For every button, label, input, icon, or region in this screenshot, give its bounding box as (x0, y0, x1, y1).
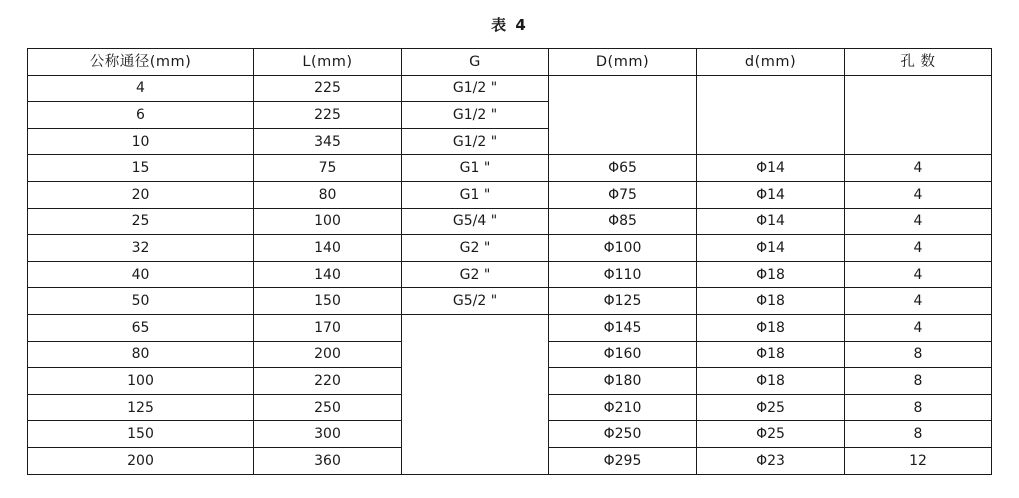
cell-bolt-hole-diameter: Φ14 (697, 235, 845, 262)
cell-nominal-diameter: 125 (28, 394, 254, 421)
cell-hole-count: 12 (845, 447, 992, 474)
cell-nominal-diameter: 4 (28, 75, 254, 102)
cell-length: 140 (254, 261, 402, 288)
cell-thread: G5/2 " (402, 288, 549, 315)
cell-thread: G2 " (402, 261, 549, 288)
cell-length: 225 (254, 102, 402, 129)
table-title: 表 4 (491, 16, 528, 34)
cell-flange-diameter: Φ65 (549, 155, 697, 182)
cell-flange-diameter: Φ295 (549, 447, 697, 474)
cell-bolt-hole-diameter: Φ14 (697, 181, 845, 208)
cell-hole-count: 8 (845, 394, 992, 421)
cell-hole-count: 8 (845, 421, 992, 448)
cell-bolt-hole-diameter: Φ25 (697, 394, 845, 421)
cell-thread: G1/2 " (402, 102, 549, 129)
header-length: L(mm) (254, 49, 402, 76)
cell-flange-diameter: Φ160 (549, 341, 697, 368)
cell-nominal-diameter: 150 (28, 421, 254, 448)
table-row (28, 235, 992, 262)
cell-length: 225 (254, 75, 402, 102)
cell-nominal-diameter: 10 (28, 128, 254, 155)
table-row (28, 181, 992, 208)
cell-nominal-diameter: 100 (28, 368, 254, 395)
cell-flange-diameter-blank (549, 75, 697, 155)
cell-hole-count: 4 (845, 235, 992, 262)
cell-nominal-diameter: 50 (28, 288, 254, 315)
cell-flange-diameter: Φ210 (549, 394, 697, 421)
cell-nominal-diameter: 6 (28, 102, 254, 129)
header-thread: G (402, 49, 549, 76)
cell-thread-blank (402, 314, 549, 474)
cell-length: 200 (254, 341, 402, 368)
cell-hole-count: 4 (845, 288, 992, 315)
header-hole-count: 孔 数 (845, 49, 992, 76)
cell-hole-count: 8 (845, 368, 992, 395)
cell-bolt-hole-diameter-blank (697, 75, 845, 155)
table-row (28, 155, 992, 182)
cell-thread: G2 " (402, 235, 549, 262)
cell-length: 170 (254, 314, 402, 341)
cell-nominal-diameter: 15 (28, 155, 254, 182)
table-row (28, 75, 992, 102)
cell-bolt-hole-diameter: Φ25 (697, 421, 845, 448)
cell-nominal-diameter: 80 (28, 341, 254, 368)
cell-flange-diameter: Φ180 (549, 368, 697, 395)
cell-hole-count: 8 (845, 341, 992, 368)
cell-bolt-hole-diameter: Φ14 (697, 155, 845, 182)
cell-length: 345 (254, 128, 402, 155)
cell-length: 360 (254, 447, 402, 474)
header-nominal-diameter: 公称通径(mm) (28, 49, 254, 76)
cell-length: 250 (254, 394, 402, 421)
cell-thread: G1 " (402, 181, 549, 208)
cell-hole-count: 4 (845, 261, 992, 288)
cell-bolt-hole-diameter: Φ18 (697, 368, 845, 395)
cell-hole-count: 4 (845, 155, 992, 182)
cell-flange-diameter: Φ125 (549, 288, 697, 315)
cell-nominal-diameter: 65 (28, 314, 254, 341)
header-bolt-hole-diameter: d(mm) (697, 49, 845, 76)
cell-length: 80 (254, 181, 402, 208)
cell-flange-diameter: Φ110 (549, 261, 697, 288)
cell-hole-count: 4 (845, 181, 992, 208)
cell-bolt-hole-diameter: Φ18 (697, 288, 845, 315)
cell-length: 140 (254, 235, 402, 262)
spec-table (27, 48, 992, 475)
cell-thread: G1/2 " (402, 75, 549, 102)
header-flange-diameter: D(mm) (549, 49, 697, 76)
cell-flange-diameter: Φ85 (549, 208, 697, 235)
cell-hole-count: 4 (845, 208, 992, 235)
cell-bolt-hole-diameter: Φ18 (697, 261, 845, 288)
cell-nominal-diameter: 25 (28, 208, 254, 235)
cell-bolt-hole-diameter: Φ18 (697, 314, 845, 341)
cell-flange-diameter: Φ145 (549, 314, 697, 341)
header-row (28, 49, 992, 76)
cell-nominal-diameter: 40 (28, 261, 254, 288)
cell-length: 150 (254, 288, 402, 315)
cell-hole-count: 4 (845, 314, 992, 341)
cell-length: 75 (254, 155, 402, 182)
cell-nominal-diameter: 200 (28, 447, 254, 474)
cell-nominal-diameter: 32 (28, 235, 254, 262)
table-row (28, 288, 992, 315)
cell-thread: G5/4 " (402, 208, 549, 235)
cell-bolt-hole-diameter: Φ23 (697, 447, 845, 474)
table-row (28, 208, 992, 235)
table-row (28, 314, 992, 341)
cell-thread: G1 " (402, 155, 549, 182)
cell-length: 220 (254, 368, 402, 395)
cell-nominal-diameter: 20 (28, 181, 254, 208)
cell-flange-diameter: Φ250 (549, 421, 697, 448)
cell-bolt-hole-diameter: Φ14 (697, 208, 845, 235)
table-row (28, 261, 992, 288)
cell-length: 300 (254, 421, 402, 448)
cell-thread: G1/2 " (402, 128, 549, 155)
cell-length: 100 (254, 208, 402, 235)
cell-flange-diameter: Φ100 (549, 235, 697, 262)
cell-flange-diameter: Φ75 (549, 181, 697, 208)
cell-bolt-hole-diameter: Φ18 (697, 341, 845, 368)
cell-hole-count-blank (845, 75, 992, 155)
